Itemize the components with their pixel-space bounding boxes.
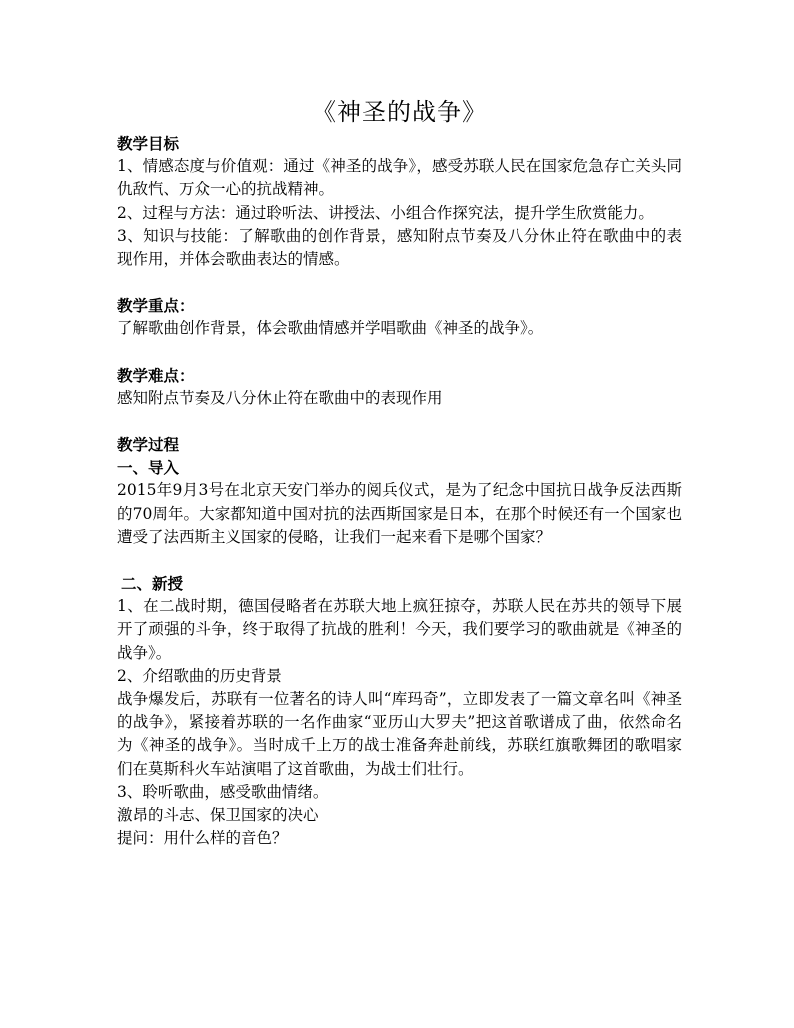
new-lesson-item-3-line-2: 提问：用什么样的音色？ (117, 829, 288, 848)
difficulties-text: 感知附点节奏及八分休止符在歌曲中的表现作用 (117, 388, 443, 407)
new-lesson-item-3-title: 3、聆听歌曲，感受歌曲情绪。 (117, 782, 329, 801)
document-title: 《神圣的战争》 (312, 98, 487, 126)
new-lesson-heading: 二、新授 (121, 574, 184, 594)
intro-heading: 一、导入 (117, 458, 180, 478)
document-content (117, 96, 682, 850)
spacer (117, 271, 682, 294)
key-points-text: 了解歌曲创作背景，体会歌曲情感并学唱歌曲《神圣的战争》。 (117, 319, 544, 338)
objective-item-3: 3、知识与技能：了解歌曲的创作背景，感知附点节奏及八分休止符在歌曲中的表现作用，并体会歌曲表达的情感。 (117, 226, 682, 269)
objectives-heading: 教学目标 (117, 134, 180, 153)
spacer (117, 549, 682, 572)
difficulties-heading: 教学难点： (117, 365, 195, 385)
new-lesson-item-3-line-1: 激昂的斗志、保卫国家的决心 (117, 806, 319, 825)
intro-text: 2015年9月3号在北京天安门举办的阅兵仪式，是为了纪念中国抗日战争反法西斯的70周年。大家都知道中国对抗的法西斯国家是日本，在那个时候还有一个国家也遭受了法西斯主义国家的侵略，让我们一起来看下是哪个国家？ (117, 481, 682, 546)
spacer (117, 341, 682, 364)
process-heading: 教学过程 (117, 435, 180, 455)
key-points-heading: 教学重点： (117, 296, 195, 316)
objective-item-2: 2、过程与方法：通过聆听法、讲授法、小组合作探究法，提升学生欣赏能力。 (117, 203, 654, 222)
new-lesson-item-2-title: 2、介绍歌曲的历史背景 (117, 666, 282, 685)
spacer (117, 410, 682, 433)
objective-item-1: 1、情感态度与价值观：通过《神圣的战争》，感受苏联人民在国家危急存亡关头同仇敌忾、万众一心的抗战精神。 (117, 157, 682, 199)
new-lesson-item-1: 1、在二战时期，德国侵略者在苏联大地上疯狂掠夺，苏联人民在苏共的领导下展开了顽强的斗争，终于取得了抗战的胜利！今天，我们要学习的歌曲就是《神圣的战争》。 (117, 597, 682, 662)
new-lesson-item-2-text: 战争爆发后，苏联有一位著名的诗人叫“库玛奇”，立即发表了一篇文章名叫《神圣的战争》，紧接着苏联的一名作曲家“亚历山大罗夫”把这首歌谱成了曲，依然命名为《神圣的战争》。当时成千上万的战士准备奔赴前线，苏联红旗歌舞团的歌唱家们在莫斯科火车站演唱了这首歌曲，为战士们壮行。 (117, 690, 682, 778)
